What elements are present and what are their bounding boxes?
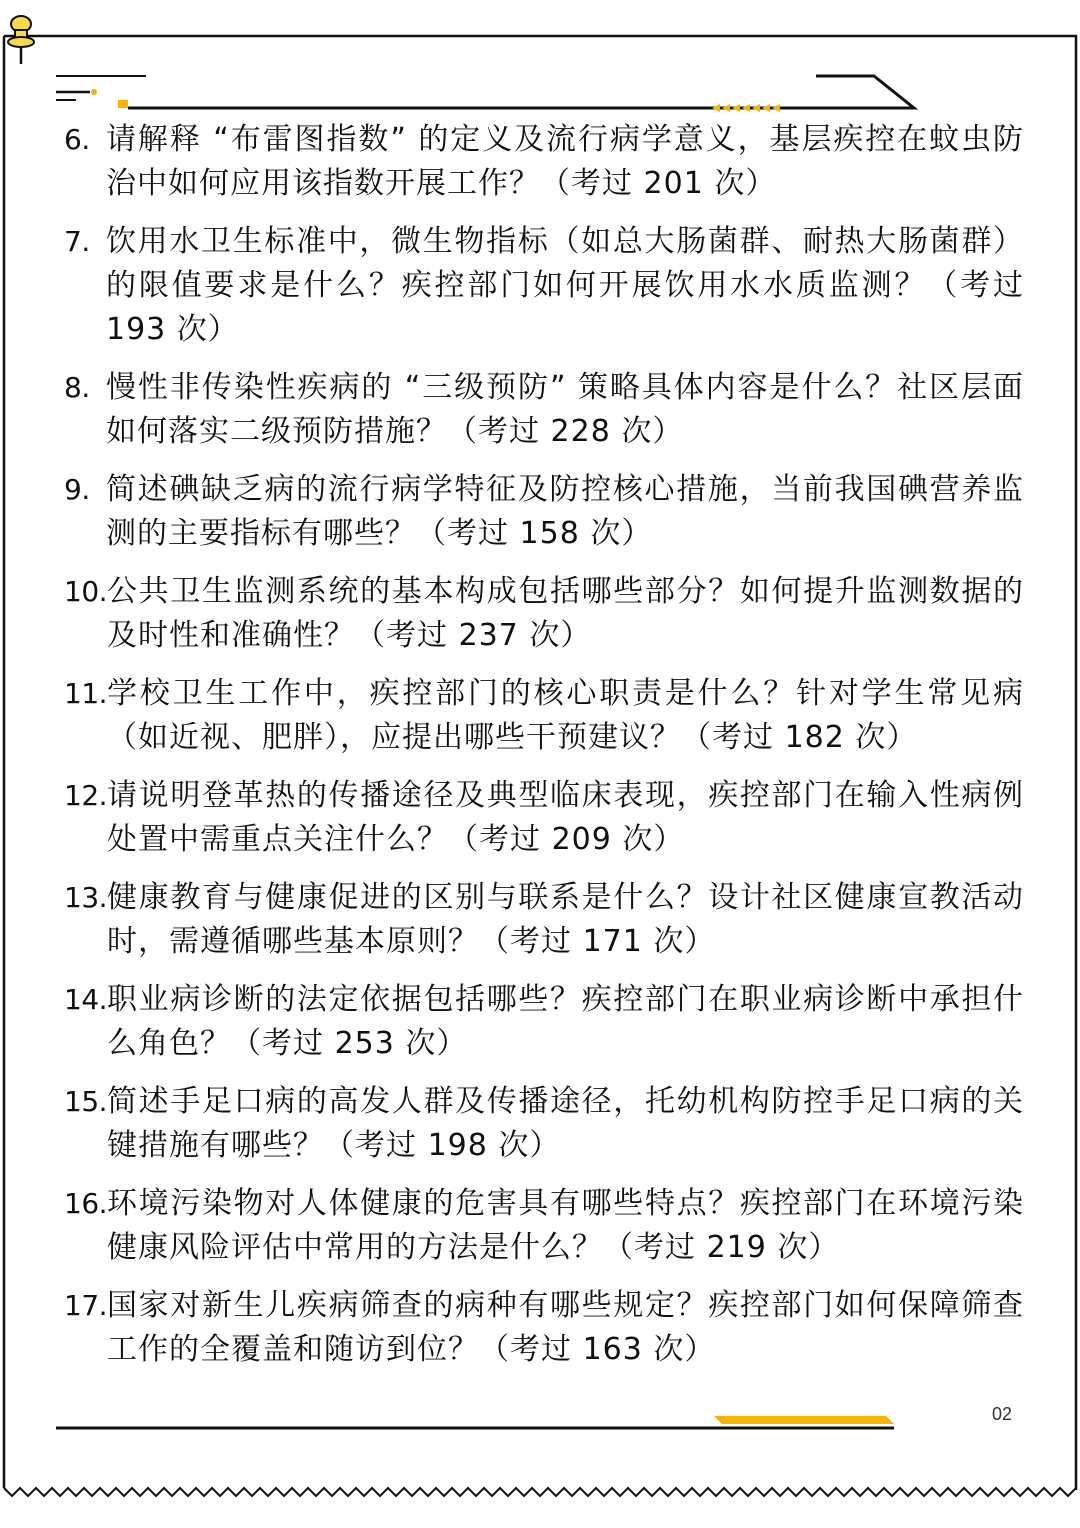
question-text: 简述手足口病的高发人群及传播途径，托幼机构防控手足口病的关键措施有哪些？（考过 198 次） <box>107 1084 1024 1163</box>
question-text: 国家对新生儿疾病筛查的病种有哪些规定？疾控部门如何保障筛查工作的全覆盖和随访到位？（考过 163 次） <box>107 1288 1024 1367</box>
question-number: 7. <box>64 225 90 258</box>
header-decoration <box>56 70 926 116</box>
question-item <box>64 468 1024 556</box>
question-text: 慢性非传染性疾病的 “三级预防” 策略具体内容是什么？社区层面如何落实二级预防措施？（考过 228 次） <box>106 370 1024 449</box>
question-item <box>64 570 1024 658</box>
question-number: 10. <box>64 575 108 608</box>
question-text: 请说明登革热的传播途径及典型临床表现，疾控部门在输入性病例处置中需重点关注什么？（考过 209 次） <box>107 778 1024 857</box>
question-number: 13. <box>64 881 108 914</box>
question-number: 16. <box>64 1187 108 1220</box>
question-item <box>64 118 1024 206</box>
question-item <box>64 1284 1024 1372</box>
question-text: 职业病诊断的法定依据包括哪些？疾控部门在职业病诊断中承担什么角色？（考过 253 次） <box>107 982 1024 1061</box>
question-number: 9. <box>64 473 90 506</box>
question-item <box>64 1182 1024 1270</box>
question-item <box>64 876 1024 964</box>
question-item <box>64 978 1024 1066</box>
question-text: 饮用水卫生标准中，微生物指标（如总大肠菌群、耐热大肠菌群）的限值要求是什么？疾控部门如何开展饮用水水质监测？（考过 193 次） <box>106 224 1024 347</box>
question-text: 公共卫生监测系统的基本构成包括哪些部分？如何提升监测数据的及时性和准确性？（考过 237 次） <box>107 574 1024 653</box>
question-number: 11. <box>64 677 108 710</box>
question-item <box>64 366 1024 454</box>
question-text: 请解释 “布雷图指数” 的定义及流行病学意义，基层疾控在蚊虫防治中如何应用该指数开展工作？（考过 201 次） <box>106 122 1024 201</box>
footer-decoration <box>56 1412 906 1436</box>
push-pin-icon <box>4 14 38 66</box>
question-number: 6. <box>64 123 90 156</box>
question-text: 学校卫生工作中，疾控部门的核心职责是什么？针对学生常见病（如近视、肥胖），应提出哪些干预建议？（考过 182 次） <box>107 676 1024 755</box>
question-text: 简述碘缺乏病的流行病学特征及防控核心措施，当前我国碘营养监测的主要指标有哪些？（考过 158 次） <box>106 472 1024 551</box>
question-text: 环境污染物对人体健康的危害具有哪些特点？疾控部门在环境污染健康风险评估中常用的方法是什么？（考过 219 次） <box>107 1186 1024 1265</box>
question-number: 12. <box>64 779 108 812</box>
question-item <box>64 774 1024 862</box>
question-number: 17. <box>64 1289 108 1322</box>
question-item <box>64 1080 1024 1168</box>
question-text: 健康教育与健康促进的区别与联系是什么？设计社区健康宣教活动时，需遵循哪些基本原则？（考过 171 次） <box>107 880 1024 959</box>
question-number: 15. <box>64 1085 108 1118</box>
question-list <box>64 118 1024 1386</box>
question-number: 14. <box>64 983 108 1016</box>
question-item <box>64 672 1024 760</box>
page-number: 02 <box>992 1404 1013 1424</box>
question-item <box>64 220 1024 352</box>
question-number: 8. <box>64 371 90 404</box>
